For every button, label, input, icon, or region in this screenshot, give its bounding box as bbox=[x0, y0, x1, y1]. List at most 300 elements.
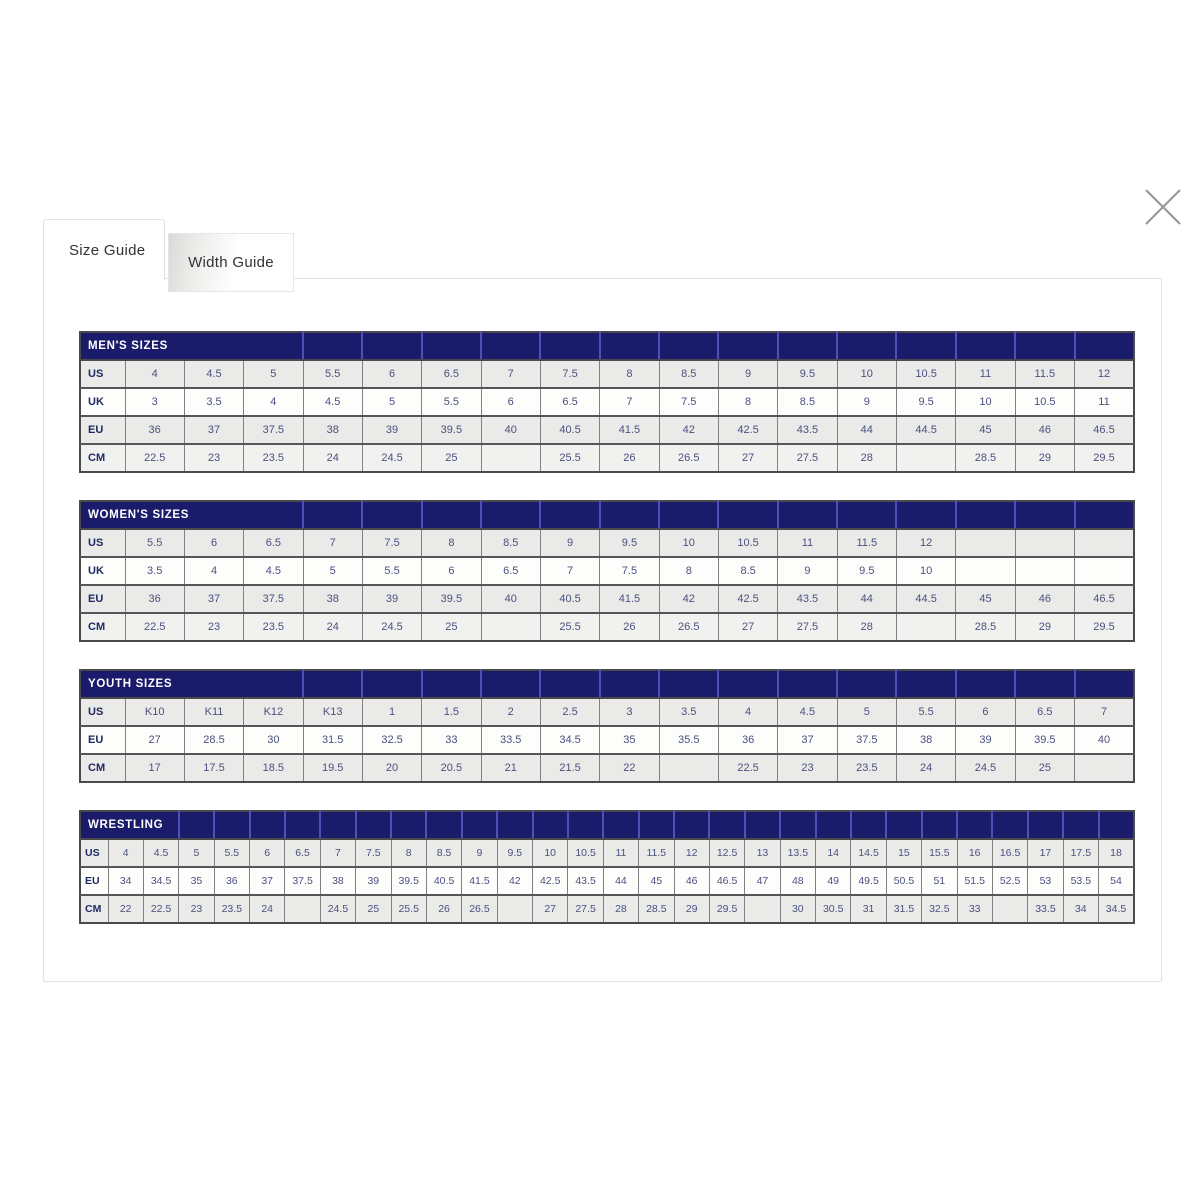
size-cell: 41.5 bbox=[600, 416, 659, 444]
size-cell: 4.5 bbox=[244, 557, 303, 585]
size-cell: 9 bbox=[718, 360, 777, 388]
size-cell: 53 bbox=[1028, 867, 1063, 895]
size-cell: 2.5 bbox=[540, 698, 599, 726]
size-cell: 20 bbox=[362, 754, 421, 782]
size-cell: 25 bbox=[1015, 754, 1074, 782]
size-cell: 7.5 bbox=[600, 557, 659, 585]
size-cell: 24 bbox=[303, 444, 362, 472]
men-s-sizes-title: MEN'S SIZES bbox=[80, 332, 303, 360]
header-cell bbox=[362, 332, 421, 360]
wrestling-row-cm bbox=[80, 895, 1134, 923]
size-cell: 26.5 bbox=[659, 613, 718, 641]
women-s-sizes-row-us bbox=[80, 529, 1134, 557]
size-cell: 8 bbox=[391, 839, 426, 867]
row-label: EU bbox=[80, 585, 125, 613]
size-cell: 4 bbox=[244, 388, 303, 416]
header-cell bbox=[745, 811, 780, 839]
size-cell: 7.5 bbox=[362, 529, 421, 557]
size-cell: 39 bbox=[356, 867, 391, 895]
size-cell: 38 bbox=[303, 416, 362, 444]
size-cell: 25 bbox=[356, 895, 391, 923]
header-cell bbox=[718, 670, 777, 698]
women-s-sizes-row-cm bbox=[80, 613, 1134, 641]
size-cell: 18.5 bbox=[244, 754, 303, 782]
size-cell: 40.5 bbox=[426, 867, 461, 895]
size-cell: 6 bbox=[184, 529, 243, 557]
size-cell: 8 bbox=[659, 557, 718, 585]
women-s-sizes-header-row bbox=[80, 501, 1134, 529]
size-cell: 44 bbox=[837, 585, 896, 613]
size-cell: 10.5 bbox=[1015, 388, 1074, 416]
header-cell bbox=[659, 670, 718, 698]
size-cell: 44 bbox=[837, 416, 896, 444]
header-cell bbox=[896, 501, 955, 529]
row-label: CM bbox=[80, 754, 125, 782]
youth-sizes-row-cm bbox=[80, 754, 1134, 782]
size-cell: 45 bbox=[639, 867, 674, 895]
size-cell: 47 bbox=[745, 867, 780, 895]
size-cell: 14 bbox=[816, 839, 851, 867]
size-cell: 43.5 bbox=[778, 585, 837, 613]
header-cell bbox=[533, 811, 568, 839]
row-label: EU bbox=[80, 726, 125, 754]
size-cell bbox=[992, 895, 1027, 923]
size-cell: 5 bbox=[244, 360, 303, 388]
size-cell: 39.5 bbox=[422, 416, 481, 444]
size-cell: 5.5 bbox=[125, 529, 184, 557]
size-cell: 11 bbox=[1075, 388, 1135, 416]
size-cell: 4.5 bbox=[143, 839, 178, 867]
size-cell: 26 bbox=[600, 444, 659, 472]
tab-width-guide[interactable] bbox=[168, 233, 294, 292]
size-cell: 5.5 bbox=[214, 839, 249, 867]
size-cell: 24 bbox=[250, 895, 285, 923]
size-cell: 28.5 bbox=[639, 895, 674, 923]
header-cell bbox=[837, 501, 896, 529]
size-cell: 6 bbox=[422, 557, 481, 585]
size-cell: 9.5 bbox=[497, 839, 532, 867]
header-cell bbox=[778, 670, 837, 698]
size-cell bbox=[956, 557, 1015, 585]
women-s-sizes-table bbox=[79, 500, 1135, 642]
size-cell: 33 bbox=[422, 726, 481, 754]
header-cell bbox=[1028, 811, 1063, 839]
size-cell: 28 bbox=[837, 613, 896, 641]
size-cell: 44.5 bbox=[896, 416, 955, 444]
size-cell: 42.5 bbox=[718, 585, 777, 613]
size-cell: 25.5 bbox=[391, 895, 426, 923]
header-cell bbox=[303, 501, 362, 529]
size-cell: 11.5 bbox=[837, 529, 896, 557]
size-cell: 26.5 bbox=[659, 444, 718, 472]
size-cell: 15.5 bbox=[922, 839, 957, 867]
header-cell bbox=[462, 811, 497, 839]
size-cell: 30.5 bbox=[816, 895, 851, 923]
size-cell: 23 bbox=[179, 895, 214, 923]
men-s-sizes-row-cm bbox=[80, 444, 1134, 472]
size-cell: 9.5 bbox=[778, 360, 837, 388]
size-cell: 25.5 bbox=[540, 613, 599, 641]
size-cell: 4 bbox=[125, 360, 184, 388]
size-cell: 46 bbox=[1015, 416, 1074, 444]
size-cell: 5 bbox=[179, 839, 214, 867]
header-cell bbox=[320, 811, 355, 839]
size-cell: 42 bbox=[659, 585, 718, 613]
header-cell bbox=[426, 811, 461, 839]
size-cell: 3.5 bbox=[659, 698, 718, 726]
size-cell bbox=[1075, 529, 1135, 557]
tables-container bbox=[79, 331, 1135, 951]
size-cell: 17 bbox=[1028, 839, 1063, 867]
size-cell: 5.5 bbox=[362, 557, 421, 585]
women-s-sizes-row-uk bbox=[80, 557, 1134, 585]
header-cell bbox=[1015, 501, 1074, 529]
header-cell bbox=[1015, 670, 1074, 698]
size-cell: 7.5 bbox=[356, 839, 391, 867]
size-cell: 29.5 bbox=[1075, 613, 1135, 641]
size-cell: 7 bbox=[1075, 698, 1135, 726]
header-cell bbox=[718, 332, 777, 360]
size-cell: 24 bbox=[896, 754, 955, 782]
row-label: EU bbox=[80, 416, 125, 444]
size-cell: 10 bbox=[896, 557, 955, 585]
youth-sizes-title: YOUTH SIZES bbox=[80, 670, 303, 698]
size-cell: 29 bbox=[1015, 444, 1074, 472]
size-cell: 43.5 bbox=[568, 867, 603, 895]
size-cell: 20.5 bbox=[422, 754, 481, 782]
row-label: UK bbox=[80, 557, 125, 585]
size-cell: 6.5 bbox=[540, 388, 599, 416]
header-cell bbox=[816, 811, 851, 839]
size-cell: 24.5 bbox=[320, 895, 355, 923]
header-cell bbox=[481, 670, 540, 698]
size-cell: 16 bbox=[957, 839, 992, 867]
size-cell: 25 bbox=[422, 613, 481, 641]
size-cell: 9 bbox=[540, 529, 599, 557]
size-cell: 38 bbox=[303, 585, 362, 613]
size-cell: 7 bbox=[600, 388, 659, 416]
header-cell bbox=[362, 501, 421, 529]
size-cell: 6.5 bbox=[1015, 698, 1074, 726]
size-cell: K11 bbox=[184, 698, 243, 726]
header-cell bbox=[600, 332, 659, 360]
close-button[interactable] bbox=[1139, 185, 1187, 233]
women-s-sizes-row-eu bbox=[80, 585, 1134, 613]
size-cell: 37 bbox=[778, 726, 837, 754]
size-cell: K12 bbox=[244, 698, 303, 726]
size-cell: 42 bbox=[659, 416, 718, 444]
size-cell: 8.5 bbox=[481, 529, 540, 557]
youth-sizes-row-us bbox=[80, 698, 1134, 726]
size-cell: 53.5 bbox=[1063, 867, 1098, 895]
header-cell bbox=[659, 332, 718, 360]
women-s-sizes-title: WOMEN'S SIZES bbox=[80, 501, 303, 529]
size-cell: 23 bbox=[184, 444, 243, 472]
size-cell: 6 bbox=[250, 839, 285, 867]
size-cell: 3 bbox=[600, 698, 659, 726]
size-cell: 14.5 bbox=[851, 839, 886, 867]
size-cell: 5.5 bbox=[896, 698, 955, 726]
size-cell: 22.5 bbox=[718, 754, 777, 782]
size-cell: 28 bbox=[837, 444, 896, 472]
size-cell: 3.5 bbox=[125, 557, 184, 585]
header-cell bbox=[957, 811, 992, 839]
size-cell: 22.5 bbox=[143, 895, 178, 923]
size-cell: 3.5 bbox=[184, 388, 243, 416]
header-cell bbox=[718, 501, 777, 529]
size-cell: 29.5 bbox=[1075, 444, 1135, 472]
size-cell: 32.5 bbox=[362, 726, 421, 754]
size-cell: 40 bbox=[481, 585, 540, 613]
size-cell: 39.5 bbox=[391, 867, 426, 895]
size-cell: 29 bbox=[674, 895, 709, 923]
header-cell bbox=[674, 811, 709, 839]
header-cell bbox=[540, 501, 599, 529]
header-cell bbox=[356, 811, 391, 839]
header-cell bbox=[1075, 501, 1135, 529]
size-cell: 4 bbox=[108, 839, 143, 867]
size-cell: 28.5 bbox=[184, 726, 243, 754]
tab-size-guide-label: Size Guide bbox=[69, 241, 146, 259]
size-cell: 52.5 bbox=[992, 867, 1027, 895]
size-cell: 22.5 bbox=[125, 613, 184, 641]
tab-size-guide[interactable] bbox=[43, 219, 165, 280]
size-cell: 1 bbox=[362, 698, 421, 726]
size-cell: 17 bbox=[125, 754, 184, 782]
header-cell bbox=[659, 501, 718, 529]
size-cell: 19.5 bbox=[303, 754, 362, 782]
size-cell: 24.5 bbox=[956, 754, 1015, 782]
row-label: CM bbox=[80, 613, 125, 641]
size-cell bbox=[481, 444, 540, 472]
size-cell: 40.5 bbox=[540, 416, 599, 444]
header-cell bbox=[956, 501, 1015, 529]
size-cell: 29.5 bbox=[709, 895, 744, 923]
close-icon bbox=[1139, 185, 1187, 233]
size-cell: 39 bbox=[956, 726, 1015, 754]
size-cell: 54 bbox=[1099, 867, 1135, 895]
size-cell: K13 bbox=[303, 698, 362, 726]
header-cell bbox=[391, 811, 426, 839]
size-cell: 7.5 bbox=[540, 360, 599, 388]
size-cell: 5.5 bbox=[303, 360, 362, 388]
size-cell: 41.5 bbox=[600, 585, 659, 613]
wrestling-row-eu bbox=[80, 867, 1134, 895]
size-cell: 6.5 bbox=[285, 839, 320, 867]
size-cell: 39.5 bbox=[1015, 726, 1074, 754]
header-cell bbox=[481, 332, 540, 360]
size-cell bbox=[1015, 557, 1074, 585]
size-cell bbox=[896, 444, 955, 472]
size-cell: 32.5 bbox=[922, 895, 957, 923]
header-cell bbox=[497, 811, 532, 839]
size-cell: 23.5 bbox=[244, 613, 303, 641]
size-cell: 37 bbox=[250, 867, 285, 895]
size-cell: 49 bbox=[816, 867, 851, 895]
size-cell: 31.5 bbox=[303, 726, 362, 754]
size-cell: 49.5 bbox=[851, 867, 886, 895]
size-cell: 48 bbox=[780, 867, 815, 895]
size-cell: 40.5 bbox=[540, 585, 599, 613]
size-cell: 6 bbox=[956, 698, 1015, 726]
size-cell: 6.5 bbox=[481, 557, 540, 585]
size-cell bbox=[1015, 529, 1074, 557]
header-cell bbox=[896, 670, 955, 698]
size-cell: 8 bbox=[600, 360, 659, 388]
size-cell: 17.5 bbox=[184, 754, 243, 782]
size-cell: 24 bbox=[303, 613, 362, 641]
header-cell bbox=[422, 501, 481, 529]
size-cell: 46.5 bbox=[709, 867, 744, 895]
size-cell: 3 bbox=[125, 388, 184, 416]
size-cell: 7 bbox=[540, 557, 599, 585]
size-cell: 28 bbox=[603, 895, 638, 923]
size-cell: 26 bbox=[600, 613, 659, 641]
size-cell: 42 bbox=[497, 867, 532, 895]
header-cell bbox=[250, 811, 285, 839]
size-cell: 27.5 bbox=[778, 613, 837, 641]
header-cell bbox=[600, 501, 659, 529]
size-cell: 46 bbox=[674, 867, 709, 895]
size-cell bbox=[745, 895, 780, 923]
size-cell: 23.5 bbox=[837, 754, 896, 782]
size-cell: 27 bbox=[533, 895, 568, 923]
header-cell bbox=[285, 811, 320, 839]
youth-sizes-header-row bbox=[80, 670, 1134, 698]
size-cell: 2 bbox=[481, 698, 540, 726]
header-cell bbox=[1063, 811, 1098, 839]
size-cell: 21 bbox=[481, 754, 540, 782]
size-cell: 13 bbox=[745, 839, 780, 867]
row-label: CM bbox=[80, 895, 108, 923]
size-cell: 10.5 bbox=[896, 360, 955, 388]
size-cell: 9 bbox=[462, 839, 497, 867]
header-cell bbox=[540, 670, 599, 698]
header-cell bbox=[1099, 811, 1135, 839]
size-cell: 15 bbox=[886, 839, 921, 867]
size-cell: 9.5 bbox=[837, 557, 896, 585]
size-cell bbox=[1075, 557, 1135, 585]
size-cell: 37.5 bbox=[285, 867, 320, 895]
header-cell bbox=[956, 670, 1015, 698]
size-cell: 6 bbox=[481, 388, 540, 416]
men-s-sizes-row-uk bbox=[80, 388, 1134, 416]
size-cell: 25.5 bbox=[540, 444, 599, 472]
size-cell: 45 bbox=[956, 585, 1015, 613]
size-cell: 42.5 bbox=[533, 867, 568, 895]
size-cell: 22 bbox=[600, 754, 659, 782]
wrestling-title: WRESTLING bbox=[80, 811, 179, 839]
size-cell: 34.5 bbox=[540, 726, 599, 754]
size-cell: 23.5 bbox=[214, 895, 249, 923]
size-cell: 8.5 bbox=[778, 388, 837, 416]
size-cell bbox=[896, 613, 955, 641]
size-cell: 8.5 bbox=[426, 839, 461, 867]
size-cell: 44.5 bbox=[896, 585, 955, 613]
size-cell: 9 bbox=[837, 388, 896, 416]
size-cell: 29 bbox=[1015, 613, 1074, 641]
size-cell: 10.5 bbox=[568, 839, 603, 867]
size-cell: 27 bbox=[718, 613, 777, 641]
size-cell: 30 bbox=[780, 895, 815, 923]
size-cell bbox=[497, 895, 532, 923]
size-cell: 8 bbox=[718, 388, 777, 416]
header-cell bbox=[600, 670, 659, 698]
header-cell bbox=[851, 811, 886, 839]
size-cell: 43.5 bbox=[778, 416, 837, 444]
header-cell bbox=[922, 811, 957, 839]
header-cell bbox=[896, 332, 955, 360]
size-cell: 27.5 bbox=[778, 444, 837, 472]
size-cell: 37.5 bbox=[244, 416, 303, 444]
size-cell: 40 bbox=[481, 416, 540, 444]
size-cell: 24.5 bbox=[362, 613, 421, 641]
size-cell: 34.5 bbox=[1099, 895, 1135, 923]
men-s-sizes-row-us bbox=[80, 360, 1134, 388]
size-cell: 8.5 bbox=[718, 557, 777, 585]
size-cell: 39.5 bbox=[422, 585, 481, 613]
wrestling-header-row bbox=[80, 811, 1134, 839]
size-cell: 26 bbox=[426, 895, 461, 923]
size-cell: 5 bbox=[362, 388, 421, 416]
row-label: US bbox=[80, 839, 108, 867]
size-cell: 36 bbox=[718, 726, 777, 754]
size-cell: 34 bbox=[1063, 895, 1098, 923]
size-cell: 9 bbox=[778, 557, 837, 585]
size-cell: 38 bbox=[320, 867, 355, 895]
size-cell: 13.5 bbox=[780, 839, 815, 867]
header-cell bbox=[837, 670, 896, 698]
size-cell: 16.5 bbox=[992, 839, 1027, 867]
size-cell: 42.5 bbox=[718, 416, 777, 444]
size-cell: 10 bbox=[533, 839, 568, 867]
size-cell: 39 bbox=[362, 585, 421, 613]
size-cell: 33.5 bbox=[481, 726, 540, 754]
size-cell: 51 bbox=[922, 867, 957, 895]
header-cell bbox=[362, 670, 421, 698]
size-cell: 5 bbox=[303, 557, 362, 585]
size-cell: 4 bbox=[184, 557, 243, 585]
size-cell: 27.5 bbox=[568, 895, 603, 923]
size-cell: 4 bbox=[718, 698, 777, 726]
size-cell: 5 bbox=[837, 698, 896, 726]
size-cell: 10.5 bbox=[718, 529, 777, 557]
size-cell: 46.5 bbox=[1075, 585, 1135, 613]
size-cell: 5.5 bbox=[422, 388, 481, 416]
size-cell: 6.5 bbox=[244, 529, 303, 557]
size-cell: 36 bbox=[125, 585, 184, 613]
header-cell bbox=[481, 501, 540, 529]
size-cell: 46 bbox=[1015, 585, 1074, 613]
header-cell bbox=[780, 811, 815, 839]
size-cell: 41.5 bbox=[462, 867, 497, 895]
size-cell: 17.5 bbox=[1063, 839, 1098, 867]
size-cell: 7.5 bbox=[659, 388, 718, 416]
row-label: UK bbox=[80, 388, 125, 416]
youth-sizes-row-eu bbox=[80, 726, 1134, 754]
size-cell: 8.5 bbox=[659, 360, 718, 388]
header-cell bbox=[709, 811, 744, 839]
size-cell: 12 bbox=[896, 529, 955, 557]
size-cell: 37 bbox=[184, 416, 243, 444]
header-cell bbox=[778, 332, 837, 360]
size-cell: 7 bbox=[320, 839, 355, 867]
size-cell bbox=[956, 529, 1015, 557]
row-label: US bbox=[80, 529, 125, 557]
size-cell: 27 bbox=[718, 444, 777, 472]
size-cell: 28.5 bbox=[956, 613, 1015, 641]
size-cell: 44 bbox=[603, 867, 638, 895]
